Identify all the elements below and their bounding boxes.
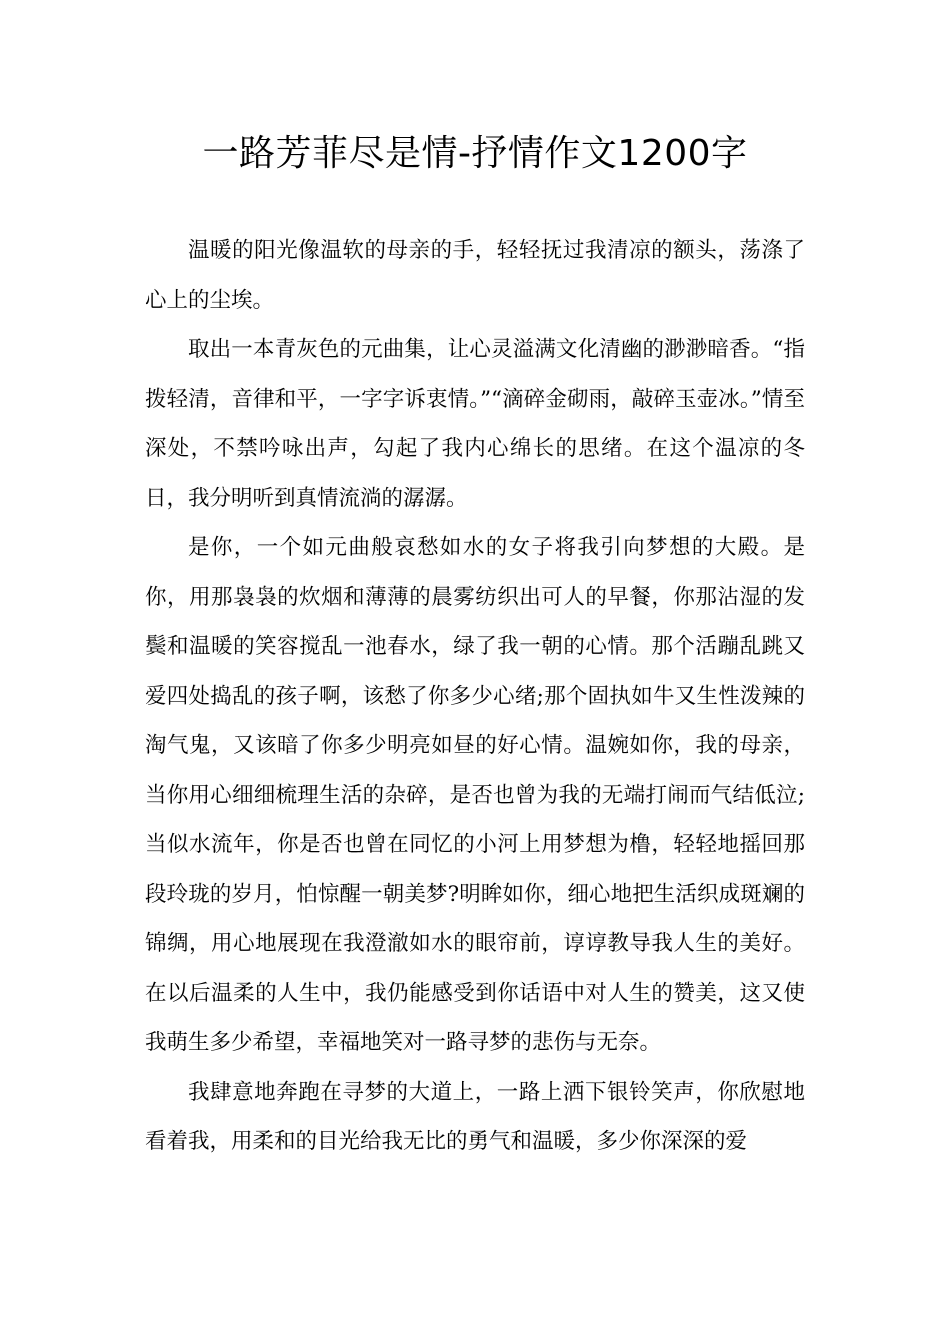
paragraph: 我肆意地奔跑在寻梦的大道上，一路上洒下银铃笑声，你欣慰地看着我，用柔和的目光给我无比的勇气和温暖，多少你深深的爱 (145, 1079, 805, 1154)
article-body (145, 226, 805, 1167)
paragraph: 温暖的阳光像温软的母亲的手，轻轻抚过我清凉的额头，荡涤了心上的尘埃。 (145, 238, 805, 313)
paragraph: 取出一本青灰色的元曲集，让心灵溢满文化清幽的渺渺暗香。“指拨轻清，音律和平，一字字诉衷情。”“滴碎金砌雨，敲碎玉壶冰。”情至深处，不禁吟咏出声，勾起了我内心绵长的思绪。在这个温凉的冬日，我分明听到真情流淌的潺潺。 (145, 337, 805, 511)
paragraph: 是你，一个如元曲般哀愁如水的女子将我引向梦想的大殿。是你，用那袅袅的炊烟和薄薄的晨雾纺织出可人的早餐，你那沾湿的发鬓和温暖的笑容搅乱一池春水，绿了我一朝的心情。那个活蹦乱跳又爱四处捣乱的孩子啊，该愁了你多少心绪;那个固执如牛又生性泼辣的淘气鬼，又该暗了你多少明亮如昼的好心情。温婉如你，我的母亲，当你用心细细梳理生活的杂碎，是否也曾为我的无端打闹而气结低泣;当似水流年，你是否也曾在同忆的小河上用梦想为橹，轻轻地摇回那段玲珑的岁月，怕惊醒一朝美梦?明眸如你，细心地把生活织成斑斓的锦绸，用心地展现在我澄澈如水的眼帘前，谆谆教导我人生的美好。在以后温柔的人生中，我仍能感受到你话语中对人生的赞美，这又使我萌生多少希望，幸福地笑对一路寻梦的悲伤与无奈。 (145, 535, 805, 1055)
page-title: 一路芳菲尽是情-抒情作文1200字 (202, 133, 748, 174)
